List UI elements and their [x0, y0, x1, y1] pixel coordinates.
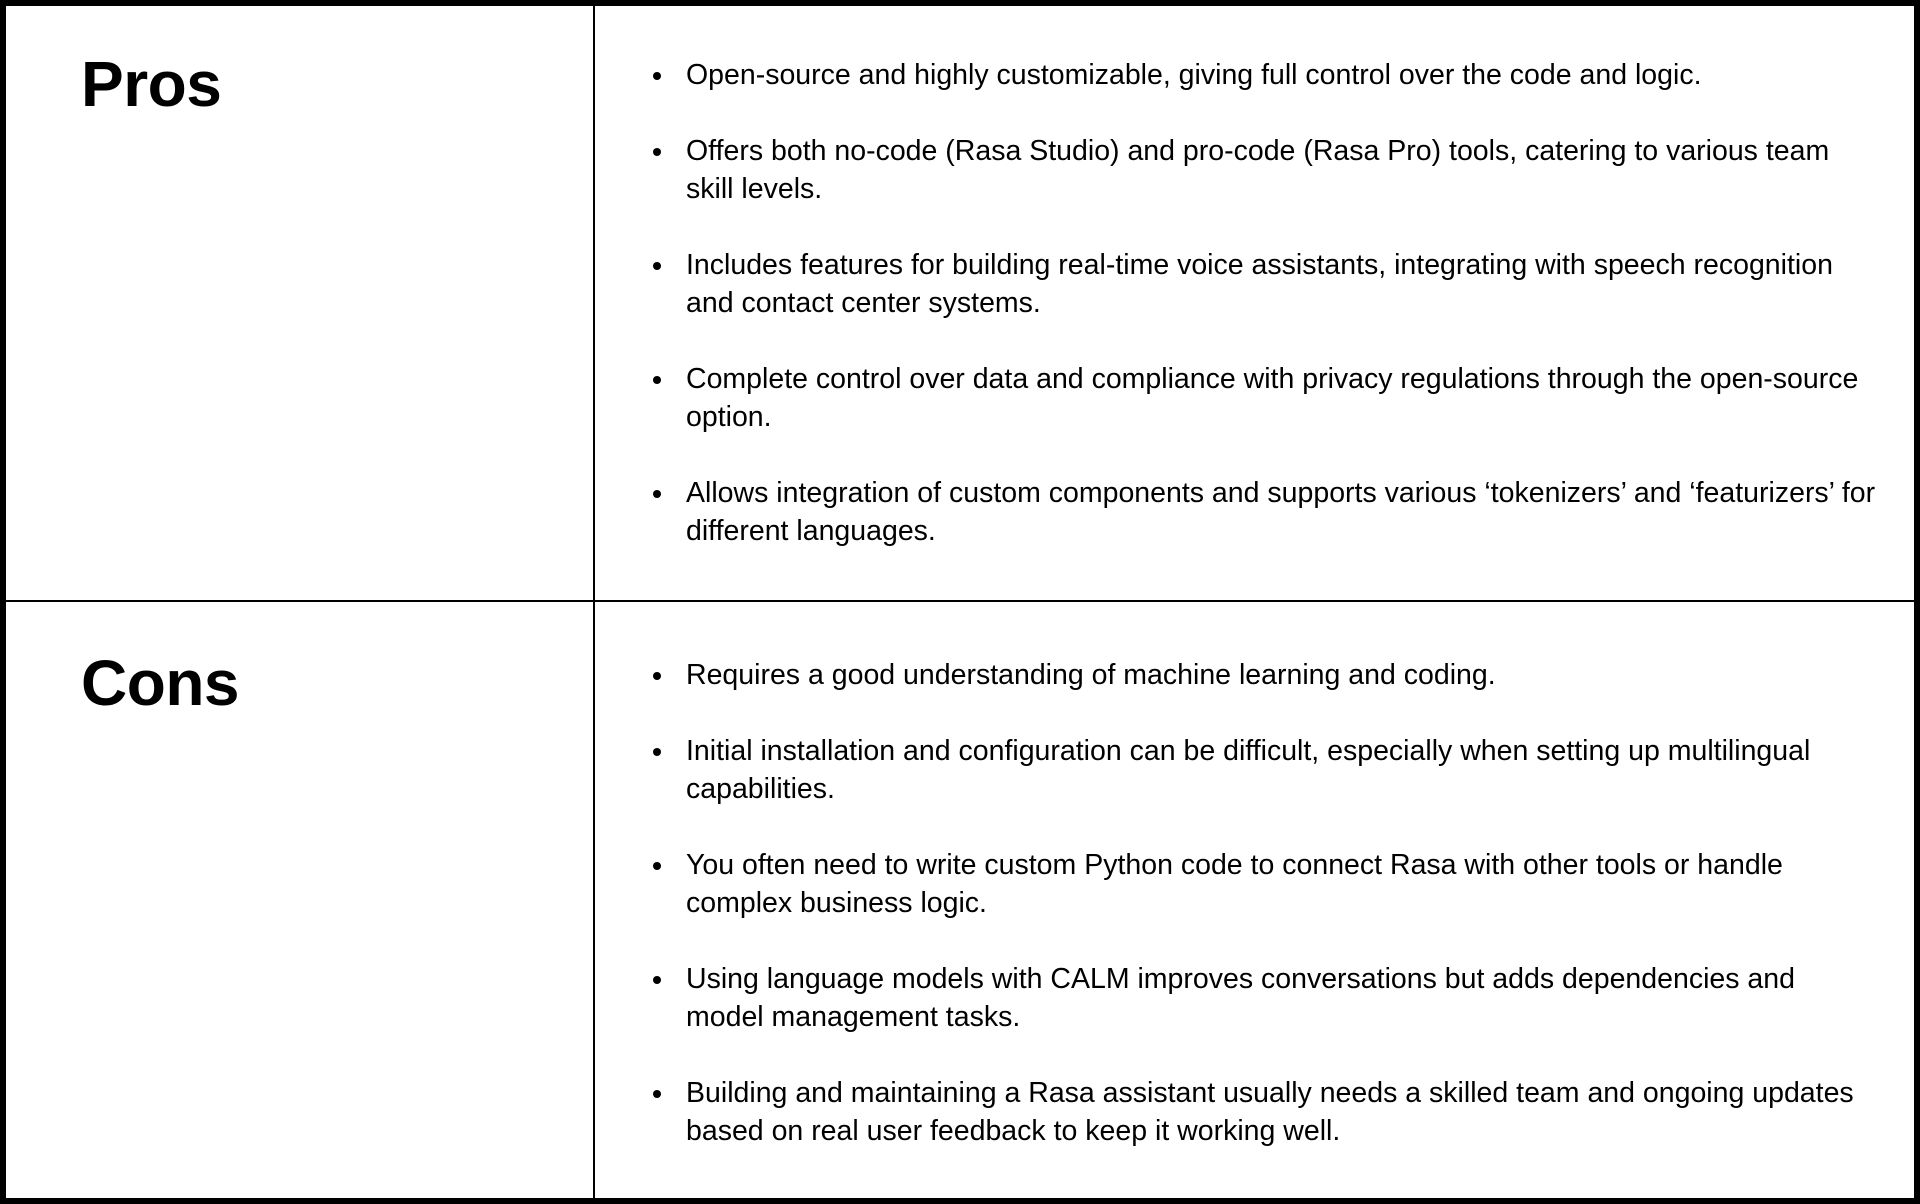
list-item: [595, 56, 1914, 94]
list-item: [595, 960, 1914, 1036]
cons-item-text: Requires a good understanding of machine learning and coding.: [686, 659, 1496, 691]
cons-heading: Cons: [81, 647, 239, 719]
cons-item-text: Initial installation and configuration can be difficult, especially when setting up multilingual capabilities.: [686, 735, 1811, 805]
bullet-icon: [653, 672, 661, 680]
list-item: [595, 656, 1914, 694]
pros-list-cell: [595, 6, 1914, 600]
bullet-icon: [653, 376, 661, 384]
cons-item-text: You often need to write custom Python code to connect Rasa with other tools or handle complex business logic.: [686, 849, 1783, 919]
pros-item-text: Open-source and highly customizable, giving full control over the code and logic.: [686, 59, 1702, 91]
bullet-icon: [653, 976, 661, 984]
bullet-icon: [653, 748, 661, 756]
bullet-icon: [653, 862, 661, 870]
cons-row: [6, 602, 1914, 1198]
bullet-icon: [653, 490, 661, 498]
pros-list: [595, 56, 1914, 550]
pros-heading-cell: [6, 6, 595, 600]
list-item: [595, 360, 1914, 436]
list-item: [595, 846, 1914, 922]
bullet-icon: [653, 148, 661, 156]
pros-item-text: Complete control over data and compliance with privacy regulations through the open-source option.: [686, 363, 1859, 433]
cons-list-cell: [595, 602, 1914, 1198]
cons-list: [595, 656, 1914, 1150]
cons-item-text: Building and maintaining a Rasa assistant usually needs a skilled team and ongoing updates based on real user feedback to keep it working well.: [686, 1077, 1854, 1147]
bullet-icon: [653, 262, 661, 270]
list-item: [595, 474, 1914, 550]
list-item: [595, 1074, 1914, 1150]
cons-item-text: Using language models with CALM improves conversations but adds dependencies and model management tasks.: [686, 963, 1795, 1033]
pros-item-text: Includes features for building real-time voice assistants, integrating with speech recognition and contact center systems.: [686, 249, 1833, 319]
list-item: [595, 132, 1914, 208]
list-item: [595, 732, 1914, 808]
pros-item-text: Allows integration of custom components and supports various ‘tokenizers’ and ‘featurizers’ for different languages.: [686, 477, 1876, 547]
list-item: [595, 246, 1914, 322]
bullet-icon: [653, 72, 661, 80]
pros-heading: Pros: [81, 48, 222, 120]
pros-row: [6, 6, 1914, 602]
pros-item-text: Offers both no-code (Rasa Studio) and pro-code (Rasa Pro) tools, catering to various team skill levels.: [686, 135, 1830, 205]
bullet-icon: [653, 1090, 661, 1098]
cons-heading-cell: [6, 602, 595, 1198]
